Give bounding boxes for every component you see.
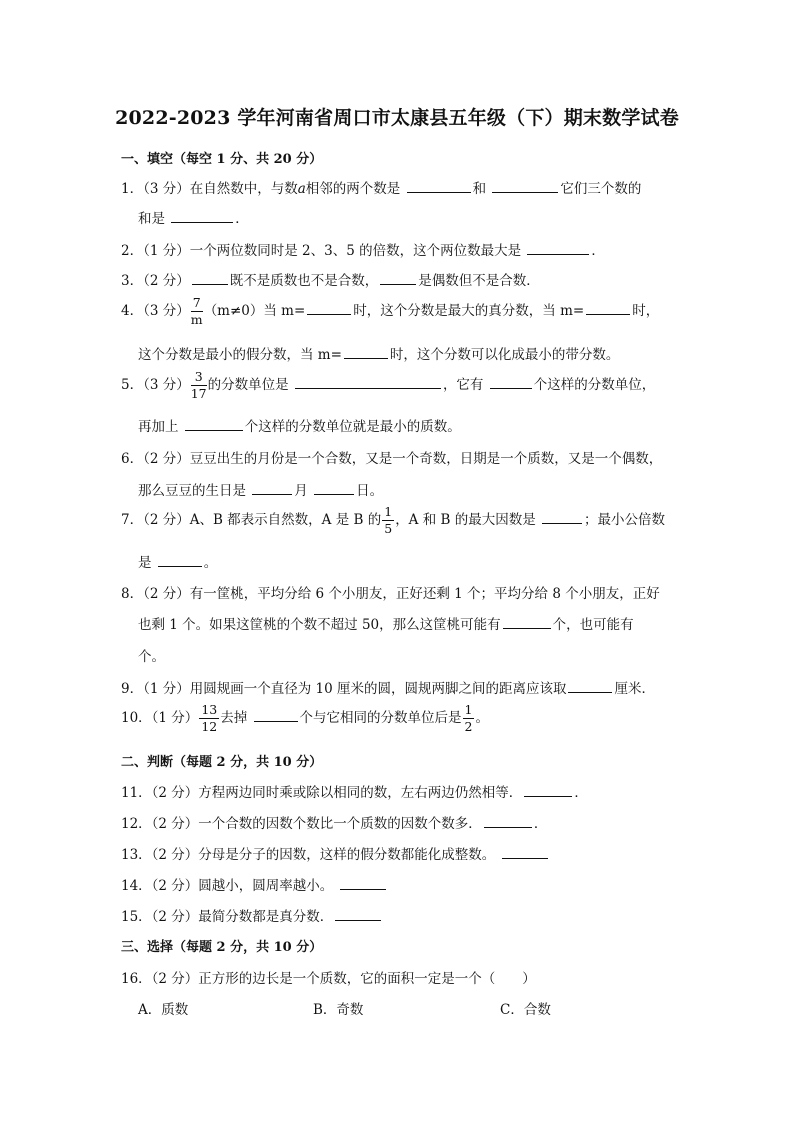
question-7-continued — [138, 551, 217, 571]
q7-prefix: 7．（2 分）A、B 都表示自然数，A 是 B 的 — [121, 512, 382, 528]
q4-mid: 时，这个分数是最大的真分数，当 m= — [353, 303, 585, 319]
fraction-denominator: 5 — [384, 520, 393, 536]
answer-blank[interactable] — [158, 554, 202, 567]
answer-blank[interactable] — [314, 482, 354, 495]
q1-text: 1．（3 分）在自然数中，与数 — [121, 181, 298, 197]
q1-text-mid: 相邻的两个数是 — [305, 181, 401, 197]
q8-text: 8．（2 分）有一筐桃，平均分给 6 个小朋友，正好还剩 1 个；平均分给 8 个小朋友，正好 — [121, 586, 660, 602]
answer-blank[interactable] — [484, 815, 532, 828]
q14-text: 14．（2 分）圆越小，圆周率越小。 — [121, 878, 334, 894]
option-a[interactable]: A．质数 — [138, 1002, 189, 1018]
question-4-continued — [138, 343, 619, 363]
fraction-denominator: 2 — [464, 718, 473, 734]
q6-cont-a: 那么豆豆的生日是 — [138, 483, 246, 499]
answer-blank[interactable] — [335, 908, 381, 921]
section-heading-multiple-choice: 三、选择（每题 2 分，共 10 分） — [121, 940, 323, 955]
q10-prefix: 10．（1 分） — [121, 710, 199, 726]
question-7 — [121, 506, 665, 535]
fraction — [199, 704, 219, 733]
q5-tail: 个这样的分数单位， — [533, 377, 656, 393]
fraction — [382, 506, 394, 535]
q1-and: 和 — [472, 181, 487, 197]
question-2 — [121, 239, 605, 259]
q6-month: 月 — [294, 483, 308, 499]
answer-blank[interactable] — [502, 846, 548, 859]
q8-cont-b: 个，也可能有 — [552, 617, 634, 633]
q3-mid: 既不是质数也不是合数， — [229, 273, 379, 289]
q5-cont-b: 个这样的分数单位就是最小的质数。 — [244, 419, 461, 435]
q6-text: 6．（2 分）豆豆出生的月份是一个合数，又是一个奇数，日期是一个质数，又是一个偶数， — [121, 451, 663, 467]
q10-mid: 去掉 — [220, 710, 248, 726]
q4-cont-b: 时，这个分数可以化成最小的带分数。 — [389, 347, 620, 363]
answer-blank[interactable] — [586, 302, 630, 315]
q5-prefix: 5．（3 分） — [121, 377, 190, 393]
q1-cont: 和是 — [138, 211, 165, 227]
fraction-denominator: m — [190, 311, 203, 327]
answer-blank[interactable] — [171, 210, 233, 223]
question-8 — [121, 582, 660, 602]
q8-cont-c: 个。 — [138, 649, 165, 665]
fraction-numerator: 1 — [464, 702, 473, 717]
q4-prefix: 4．（3 分） — [121, 303, 190, 319]
q7-cont-a: 是 — [138, 555, 152, 571]
option-c[interactable]: C．合数 — [500, 1002, 551, 1018]
q7-end: 。 — [203, 555, 218, 571]
q8-cont-a: 也剩 1 个。如果这筐桃的个数不超过 50，那么这筐桃可能有 — [138, 617, 501, 633]
q7-mid: ，A 和 B 的最大因数是 — [395, 512, 536, 528]
answer-blank[interactable] — [185, 418, 243, 431]
answer-blank[interactable] — [192, 272, 228, 285]
q1-variable: a — [297, 181, 306, 197]
question-4 — [121, 297, 659, 326]
answer-blank[interactable] — [252, 482, 292, 495]
question-5 — [121, 371, 655, 400]
q16-text: 16．（2 分）正方形的边长是一个质数，它的面积一定是一个（ ） — [121, 971, 536, 987]
fraction — [191, 371, 207, 400]
q4-tail: 时， — [632, 303, 660, 319]
answer-blank[interactable] — [340, 877, 386, 890]
q5-cont-a: 再加上 — [138, 419, 179, 435]
question-13 — [121, 843, 550, 863]
question-6-continued — [138, 479, 383, 499]
fraction-denominator: 17 — [190, 385, 207, 401]
q12-text: 12．（2 分）一个合数的因数个数比一个质数的因数个数多． — [121, 816, 482, 832]
q3-tail: 是偶数但不是合数． — [418, 273, 540, 289]
question-10 — [121, 704, 489, 733]
q6-day: 日。 — [356, 483, 384, 499]
answer-blank[interactable] — [527, 242, 589, 255]
fraction — [463, 704, 475, 733]
question-1-continued — [138, 207, 249, 227]
question-14 — [121, 874, 388, 894]
fraction-numerator: 13 — [201, 702, 218, 717]
q3-prefix: 3．（2 分） — [121, 273, 190, 289]
question-16 — [121, 967, 536, 987]
fraction-numerator: 1 — [384, 504, 393, 519]
section-heading-fill-blank: 一、填空（每空 1 分、共 20 分） — [121, 152, 323, 167]
q10-tail: 个与它相同的分数单位后是 — [299, 710, 462, 726]
q15-text: 15．（2 分）最简分数都是真分数． — [121, 909, 334, 925]
q10-end: 。 — [475, 710, 489, 726]
answer-blank[interactable] — [503, 616, 551, 629]
question-1 — [121, 177, 641, 197]
answer-blank[interactable] — [542, 511, 582, 524]
answer-blank[interactable] — [490, 376, 532, 389]
answer-blank[interactable] — [307, 302, 351, 315]
section-heading-true-false: 二、判断（每题 2 分，共 10 分） — [121, 755, 323, 770]
q1-end: ． — [235, 211, 249, 227]
q9-text: 9．（1 分）用圆规画一个直径为 10 厘米的圆，圆规两脚之间的距离应该取 — [121, 681, 567, 697]
fraction-numerator: 7 — [192, 295, 201, 310]
fraction-denominator: 12 — [201, 718, 218, 734]
q2-end: ． — [591, 243, 605, 259]
question-5-continued — [138, 415, 461, 435]
answer-blank[interactable] — [344, 346, 388, 359]
answer-blank[interactable] — [254, 709, 298, 722]
answer-blank[interactable] — [407, 180, 471, 193]
question-8-continued — [138, 613, 634, 633]
question-15 — [121, 905, 383, 925]
question-3 — [121, 269, 540, 289]
answer-blank[interactable] — [380, 272, 416, 285]
q5-have: ，它有 — [442, 377, 484, 393]
answer-blank[interactable] — [295, 376, 441, 389]
answer-blank[interactable] — [492, 180, 558, 193]
q9-tail: 厘米． — [614, 681, 655, 697]
question-11 — [121, 781, 588, 801]
q12-end: ． — [533, 816, 548, 832]
question-12 — [121, 812, 547, 832]
fraction — [191, 297, 203, 326]
question-9 — [121, 677, 655, 697]
q13-text: 13．（2 分）分母是分子的因数，这样的假分数都能化成整数。 — [121, 847, 496, 863]
q4-cond: （m≠0）当 m= — [203, 303, 306, 319]
fraction-numerator: 3 — [191, 371, 207, 386]
q7-tail: ；最小公倍数 — [584, 512, 666, 528]
question-6 — [121, 447, 662, 467]
option-b[interactable]: B．奇数 — [313, 1002, 364, 1018]
q1-tail: 它们三个数的 — [560, 181, 642, 197]
answer-blank[interactable] — [524, 784, 572, 797]
q5-mid: 的分数单位是 — [207, 377, 289, 393]
q2-text: 2．（1 分）一个两位数同时是 2、3、5 的倍数，这个两位数最大是 — [121, 243, 522, 259]
page-title: 2022-2023 学年河南省周口市太康县五年级（下）期末数学试卷 — [115, 107, 679, 129]
q11-text: 11．（2 分）方程两边同时乘或除以相同的数，左右两边仍然相等． — [121, 785, 523, 801]
q4-cont-a: 这个分数是最小的假分数，当 m= — [138, 347, 342, 363]
q11-end: ． — [574, 785, 588, 801]
question-8-continued-2 — [138, 645, 165, 665]
answer-blank[interactable] — [568, 680, 612, 693]
